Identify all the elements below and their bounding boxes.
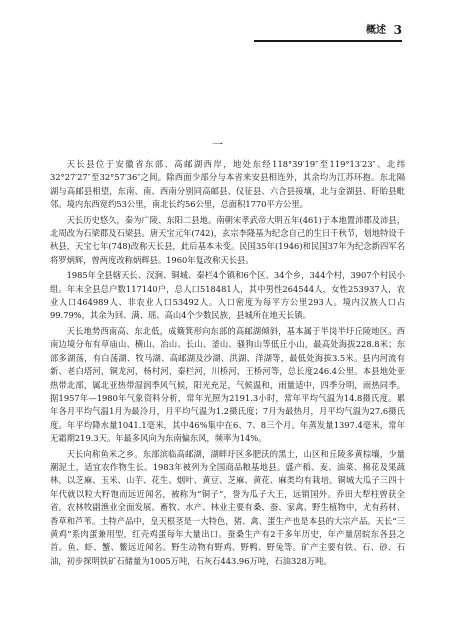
- paragraph-agriculture-resources: 天长向称鱼米之乡。东部滨临高邮湖，湖畔圩区多肥沃的黑土，山区和丘陵多黄棕壤，少量潮泥土，适宜农作物生长。1983年被列为全国商品粮基地县。盛产稻、麦、油菜、棉花及果蔬林，以芝麻、玉米、山芋、花生、烟叶、黄豆、芝麻、黄花、麻类均有栽培。铜城大瓜子三四十年代就以粒大籽饱而远近闻名，被称为“铜子”，誉为瓜子大王，远销国外。乔田大犁柱曾获全省。农林牧副渔业全面发展。畜牧、水产、林业主要有桑、蚕、家禽、野生植物中，尤有药材、香草和芦苇。土特产品中，皇天根茎是一大特色，猪、禽、蛋生产也是本县的大宗产品。天长“三黄鸡”系肉蛋兼用型，红壳鸡蛋每年大量出口。蚕桑生产有2千多年历史，年产量居皖东各县之首。鱼、虾、蟹、鳖远近闻名。野生动物有野鸡、野鸭、野兔等。矿产主要有铁、石、砂、石油，初步探明铁矿石储量为1005万吨，石灰石443.96万吨，石油328万吨。: [50, 448, 405, 566]
- paragraph-location: 天长县位于安徽省东部、高邮湖西岸，地处东经118°39′19″至119°13′23″、北纬32°27′27″至32°57′36″之间。除西面少部分与本省来安县相连外，其余均为江苏环抱。东北隔湖与高邮县相望，东南、南、西南分别同高邮县、仪征县、六合县接壤，北与金湖县、盱眙县毗邻。境内东西宽约53公里，南北长约56公里，总面积1770平方公里。: [50, 159, 405, 210]
- header-rule: [254, 40, 402, 42]
- section-number: 一: [212, 138, 223, 151]
- running-header: [0, 24, 450, 40]
- chapter-title: 概述: [366, 25, 386, 36]
- page-number: 3: [393, 23, 402, 37]
- paragraph-history: 天长历史悠久，秦为广陵、东阳二县地。南朝宋孝武帝大明五年(461)于本地置沛郡及沛县，北周改为石梁郡及石梁县。唐天宝元年(742)，玄宗李隆基为纪念自己的生日千秋节，划地特设千秋县，天宝七年(748)改称天长县，此后基本未变。民国35年(1946)和民国37年为纪念新四军名将罗炳辉，曾两度改称炳辉县。1960年复改称天长县。: [50, 214, 405, 265]
- paragraph-population: 1985年全县辖天长、汊涧、铜城、秦栏4个镇和6个区、34个乡，344个村，3907个村民小组。年末全县总户数117140户，总人口518481人，其中男性264544人，女性253937人，农业人口464989人、非农业人口53492人。人口密度为每平方公里293人。境内汉族人口占99.79%，其余为回、满、瑶、高山4个少数民族，县城所在地天长镇。: [50, 270, 405, 321]
- paragraph-geography-climate: 天长地势西南高、东北低，成簸箕形向东部的高邮湖倾斜，基本属于半岗半圩丘陵地区。西南边境分布有草庙山、横山、冶山、长山、釜山、骚狗山等低丘小山，最高处海拔228.8米；东部多湖荡，有白荡湖、牧马湖、高邮湖及沙湖、洪湖、洋湖等，最低处海拔3.5米。县内河流有新、老白塔河，铜龙河，杨村河，秦栏河，川桥河，王桥河等，总长度246.4公里。本县地处亚热带北部，属北亚热带湿润季风气候，阳光充足，气候温和，雨量适中，四季分明，雨热同季。据1957年—1980年气象资料分析，常年光照为2191.3小时，常年平均气温为14.8摄氏度。累年各月平均气温1月为最冷月，月平均气温为1.2摄氏度；7月为最热月，月平均气温为27.6摄氏度。年平均降水量1041.1毫米，其中46%集中在6、7、8三个月。年蒸发量1397.4毫米，常年无霜期219.3天。年最多风向为东南偏东风，频率为14%。: [50, 325, 405, 444]
- body-text: [50, 158, 405, 570]
